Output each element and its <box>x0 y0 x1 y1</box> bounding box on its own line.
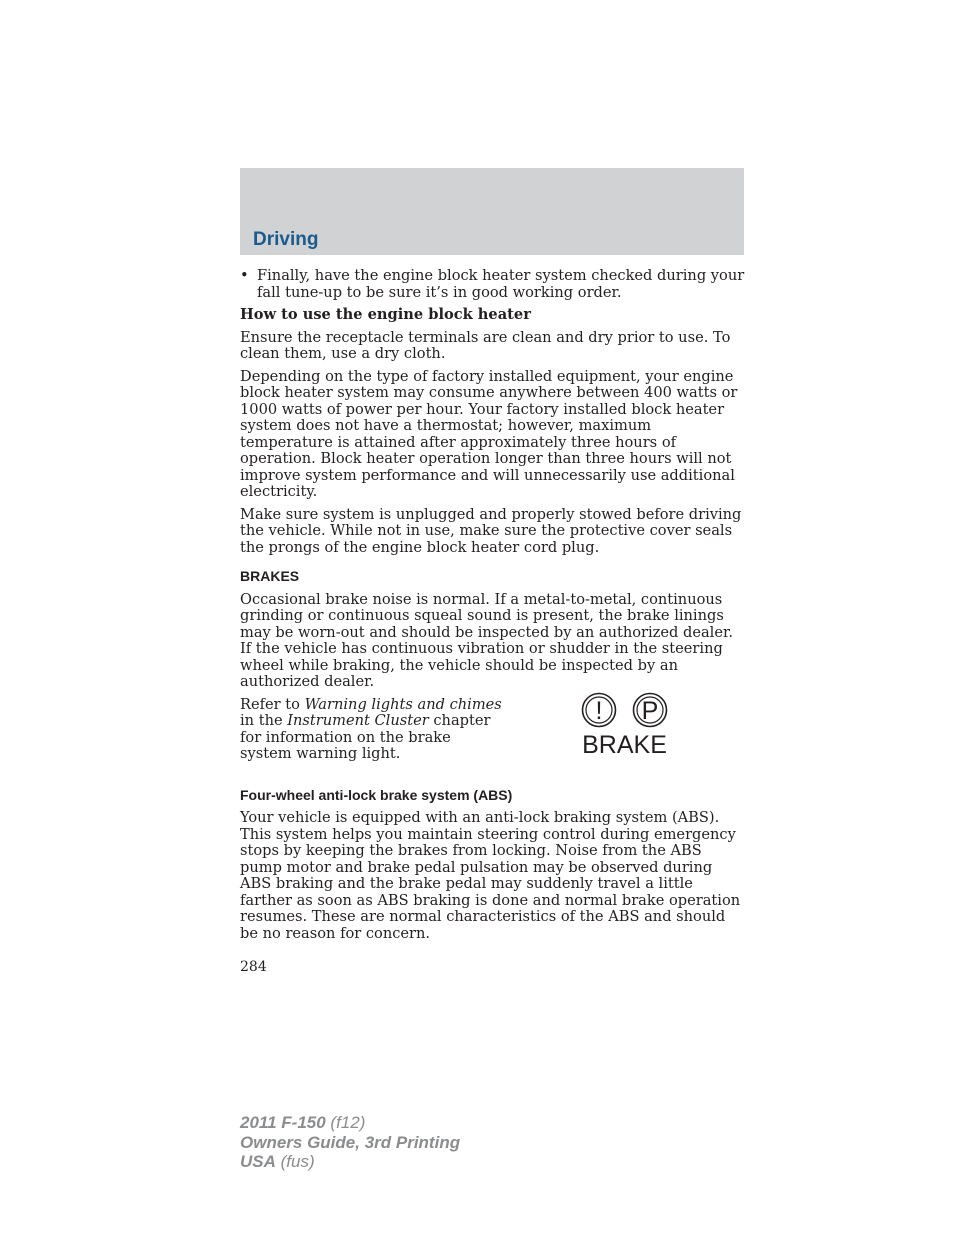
exclamation-glyph: ! <box>595 696 603 725</box>
footer-guide-line: Owners Guide, 3rd Printing <box>240 1132 461 1152</box>
exclamation-circle-icon <box>583 693 616 726</box>
bullet-mark: • <box>240 267 249 284</box>
page-number: 284 <box>240 959 267 975</box>
refer-prefix: Refer to <box>240 695 305 713</box>
paragraph-brake-noise: Occasional brake noise is normal. If a metal-to-metal, continuous grinding or continuous squeal sound is present, the brake linings may be worn-out and should be inspected by an authorized dealer. If the vehicle has continuous vibration or shudder in the steering wheel while braking, the vehicle should be inspected by an authorized dealer. <box>240 590 733 690</box>
section-title: Driving <box>253 229 319 250</box>
instrument-cluster-reference: Instrument Cluster <box>287 712 429 729</box>
paragraph-abs: Your vehicle is equipped with an anti-lock braking system (ABS). This system helps you maintain steering control during emergency stops by keeping the brakes from locking. Noise from the ABS pump motor and brake pedal pulsation may be observed during ABS braking and the brake pedal may suddenly travel a little farther as soon as ABS braking is done and normal brake operation resumes. These are normal characteristics of the ABS and should be no reason for concern. <box>240 809 741 942</box>
footer-model-code: (f12) <box>325 1113 366 1132</box>
paragraph-power: Depending on the type of factory installed equipment, your engine block heater system may consume anywhere between 400 watts or 1000 watts of power per hour. Your factory installed block heater system does not have a thermostat; however, maximum temperature is attained after approximately three hours of operation. Block heater operation longer than three hours will not improve system performance and will unnecessarily use additional electricity. <box>240 367 738 500</box>
brake-warning-icon <box>578 692 674 758</box>
abs-heading: Four-wheel anti-lock brake system (ABS) <box>240 786 513 803</box>
brake-label: BRAKE <box>582 730 667 758</box>
refer-mid: in the <box>240 712 288 729</box>
footer-model-line <box>240 1113 460 1133</box>
brakes-heading: BRAKES <box>240 568 300 584</box>
footer-region: USA <box>240 1152 276 1171</box>
paragraph-unplug: Make sure system is unplugged and properly stowed before driving the vehicle. While not in use, make sure the protective cover seals the prongs of the engine block heater cord plug. <box>240 505 742 556</box>
howto-heading: How to use the engine block heater <box>240 306 531 323</box>
paragraph-receptacle: Ensure the receptacle terminals are clean and dry prior to use. To clean them, use a dry cloth. <box>240 328 731 362</box>
footer-region-line <box>240 1152 460 1172</box>
refer-suffix: chapter for information on the brake system warning light. <box>240 712 491 762</box>
footer-region-code: (fus) <box>275 1152 315 1171</box>
refer-text <box>240 697 502 763</box>
bullet-item <box>240 268 746 301</box>
park-circle-icon <box>634 693 667 726</box>
footer-model: 2011 F-150 <box>240 1113 326 1132</box>
section-header-band <box>240 168 744 255</box>
bullet-text: Finally, have the engine block heater system checked during your fall tune-up to be sure it’s in good working order. <box>257 267 745 301</box>
page-content <box>240 268 746 948</box>
refer-row <box>240 697 746 763</box>
warning-lights-reference: Warning lights and chimes <box>304 695 502 713</box>
footer-imprint <box>240 1113 460 1172</box>
park-letter: P <box>641 696 659 725</box>
